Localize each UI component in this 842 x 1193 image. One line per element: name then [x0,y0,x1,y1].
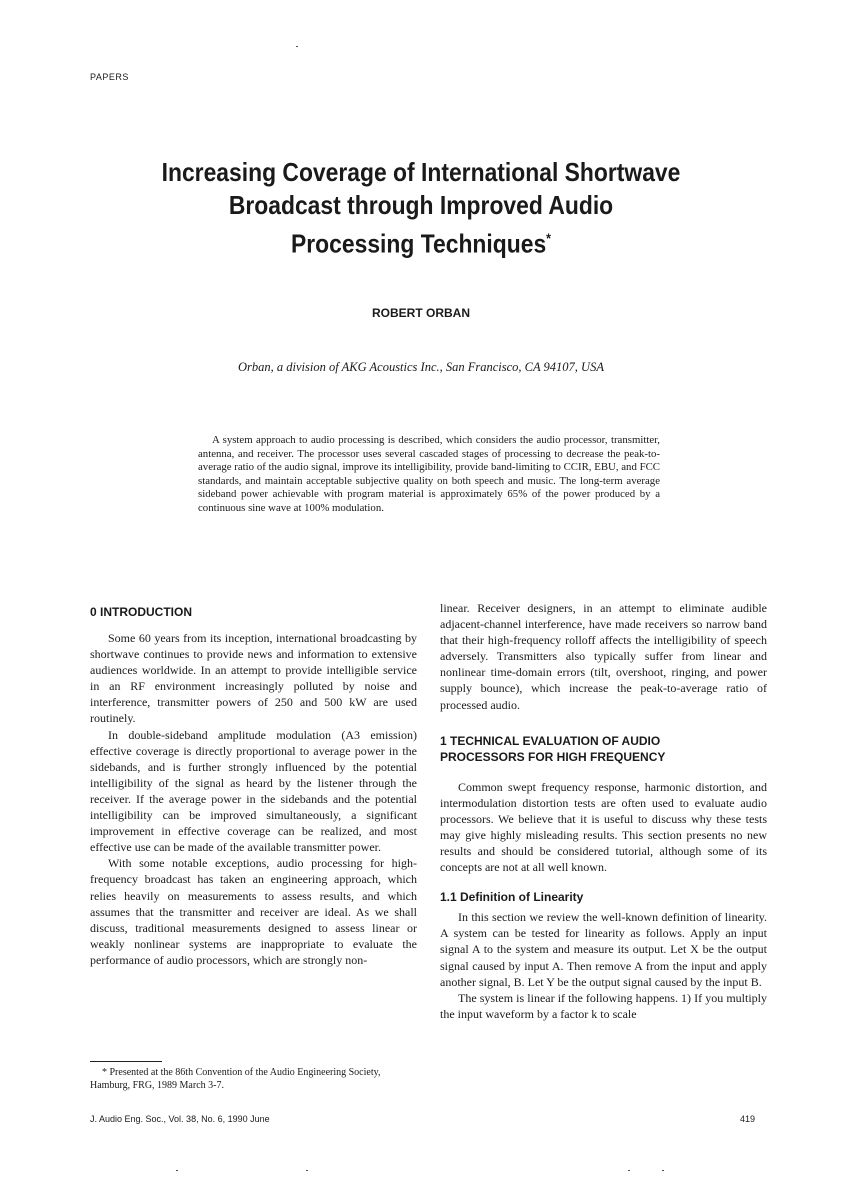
paragraph: The system is linear if the following happens. 1) If you multiply the input waveform by a factor k to scale [440,990,767,1021]
author-affiliation: Orban, a division of AKG Acoustics Inc., San Francisco, CA 94107, USA [238,360,604,374]
title-line-3-text: Processing Techniques [291,228,547,259]
page-number: 419 [740,1114,756,1124]
left-column [90,604,417,968]
footnote: * Presented at the 86th Convention of the Audio Engineering Society, Hamburg, FRG, 1989 March 3-7. [90,1067,381,1091]
paragraph: Some 60 years from its inception, international broadcasting by shortwave continues to provide news and information to extensive audiences worldwide. In an attempt to provide intelligible service in an RF environment increasingly polluted by noise and interference, transmitter powers of 250 and 500 kW are used routinely. [90,631,417,726]
right-column [440,600,767,1022]
title-footnote-mark: * [546,230,551,246]
heading-line-1: 1 TECHNICAL EVALUATION OF AUDIO [440,733,661,748]
author-name: ROBERT ORBAN [372,306,470,320]
heading-line-2: PROCESSORS FOR HIGH FREQUENCY [440,749,666,764]
abstract: A system approach to audio processing is described, which considers the audio processor, transmitter, antenna, and receiver. The processor uses several cascaded stages of processing to decrease the peak-to-average ratio of the audio signal, improve its intelligibility, provide band-limiting to CCIR, EBU, and FCC standards, and maintain acceptable subjective quality on both speech and music. The long-term average sideband power achievable with program material is approximately 65% of the power produced by a continuous sine wave at 100% modulation. [198,434,660,514]
running-head: PAPERS [90,72,129,82]
scan-speck [176,1170,178,1171]
paragraph: In this section we review the well-known definition of linearity. A system can be tested for linearity as follows. Apply an input signal A to the system and measure its output. Let X be the output signal caused by input A. Then remove A from the input and apply another signal, B. Let Y be the output signal caused by the input B. [440,910,767,989]
section-heading-introduction: 0 INTRODUCTION [90,605,192,619]
scan-speck [296,46,298,47]
subsection-heading-linearity: 1.1 Definition of Linearity [440,890,584,905]
footnote-rule [90,1061,162,1062]
scan-speck [662,1170,664,1171]
title-line-2: Broadcast through Improved Audio [228,190,614,220]
title-line-3 [156,222,686,261]
title-line-1: Increasing Coverage of International Shortwave [161,157,681,187]
paragraph: With some notable exceptions, audio processing for high-frequency broadcast has taken an engineering approach, which relies heavily on measurements to assess results, and which assumes that the transmitter and receiver are ideal. As we shall discuss, traditional measurements designed to assess linear or weakly nonlinear systems are inappropriate to evaluate the performance of audio processors, which are strongly non- [90,856,417,967]
scan-speck [628,1170,630,1171]
paragraph: linear. Receiver designers, in an attempt to eliminate audible adjacent-channel interference, have made receivers so narrow band that their high-frequency rolloff affects the intelligibility of speech adversely. Transmitters also typically suffer from linear and nonlinear time-domain errors (tilt, overshoot, ringing, and power supply bounce), which increase the peak-to-average ratio of processed audio. [440,601,767,712]
paragraph: In double-sideband amplitude modulation (A3 emission) effective coverage is directly proportional to average power in the sidebands, and is further strongly influenced by the potential intelligibility of the signal as heard by the listener through the receiver. If the average power in the sidebands and the potential intelligibility can be improved simultaneously, a significant improvement in effective coverage can be realized, and most effective use can be made of the available transmitter power. [90,727,417,855]
section-heading-technical-evaluation [440,733,767,765]
paper-title [156,156,686,261]
paragraph: Common swept frequency response, harmonic distortion, and intermodulation distortion tests are often used to evaluate audio processors. We believe that it is useful to discuss why these tests may give highly misleading results. This section presents no new results and should be considered tutorial, although some of its concepts are not at all well known. [440,779,767,875]
journal-citation: J. Audio Eng. Soc., Vol. 38, No. 6, 1990 June [90,1114,270,1124]
scan-speck [306,1170,308,1171]
